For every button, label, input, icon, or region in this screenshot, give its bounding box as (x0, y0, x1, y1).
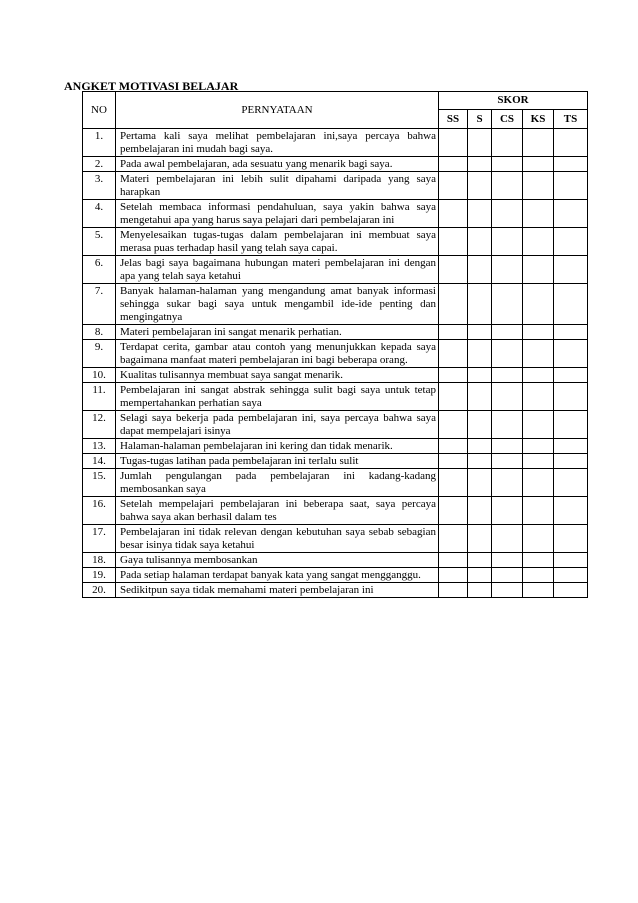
statement-text: Materi pembelajaran ini lebih sulit dipahami daripada yang saya harapkan (116, 172, 439, 200)
score-cell-cs[interactable] (492, 469, 523, 497)
header-no: NO (83, 92, 116, 129)
row-number: 11. (83, 383, 116, 411)
table-row (83, 583, 588, 598)
score-cell-s[interactable] (468, 383, 492, 411)
score-cell-ss[interactable] (439, 411, 468, 439)
score-cell-ks[interactable] (523, 157, 554, 172)
row-number: 12. (83, 411, 116, 439)
row-number: 1. (83, 129, 116, 157)
row-number: 20. (83, 583, 116, 598)
score-cell-cs[interactable] (492, 340, 523, 368)
score-cell-ts[interactable] (554, 454, 588, 469)
table-row (83, 469, 588, 497)
score-cell-cs[interactable] (492, 368, 523, 383)
score-cell-cs[interactable] (492, 172, 523, 200)
score-cell-ss[interactable] (439, 583, 468, 598)
table-row (83, 284, 588, 325)
page-title: ANGKET MOTIVASI BELAJAR (64, 79, 239, 93)
statement-text: Pada awal pembelajaran, ada sesuatu yang menarik bagi saya. (116, 157, 439, 172)
table-row (83, 200, 588, 228)
score-cell-cs[interactable] (492, 256, 523, 284)
score-cell-ss[interactable] (439, 129, 468, 157)
row-number: 18. (83, 553, 116, 568)
score-cell-ss[interactable] (439, 568, 468, 583)
score-cell-ts[interactable] (554, 157, 588, 172)
score-cell-ss[interactable] (439, 469, 468, 497)
statement-text: Gaya tulisannya membosankan (116, 553, 439, 568)
score-cell-ts[interactable] (554, 228, 588, 256)
score-cell-ks[interactable] (523, 368, 554, 383)
score-cell-s[interactable] (468, 129, 492, 157)
score-cell-ks[interactable] (523, 256, 554, 284)
score-cell-cs[interactable] (492, 583, 523, 598)
statement-text: Halaman-halaman pembelajaran ini kering dan tidak menarik. (116, 439, 439, 454)
header-option-ks: KS (523, 110, 554, 129)
score-cell-ts[interactable] (554, 439, 588, 454)
score-cell-ks[interactable] (523, 172, 554, 200)
score-cell-ts[interactable] (554, 583, 588, 598)
score-cell-s[interactable] (468, 340, 492, 368)
score-cell-s[interactable] (468, 256, 492, 284)
score-cell-ts[interactable] (554, 325, 588, 340)
score-cell-ks[interactable] (523, 129, 554, 157)
score-cell-cs[interactable] (492, 454, 523, 469)
row-number: 9. (83, 340, 116, 368)
score-cell-cs[interactable] (492, 157, 523, 172)
table-row (83, 525, 588, 553)
header-option-ts: TS (554, 110, 588, 129)
score-cell-cs[interactable] (492, 568, 523, 583)
score-cell-ss[interactable] (439, 325, 468, 340)
score-cell-s[interactable] (468, 284, 492, 325)
score-cell-ts[interactable] (554, 129, 588, 157)
score-cell-cs[interactable] (492, 228, 523, 256)
score-cell-ss[interactable] (439, 368, 468, 383)
survey-rows (83, 129, 588, 598)
statement-text: Banyak halaman-halaman yang mengandung amat banyak informasi sehingga sukar bagi saya untuk mengambil ide-ide penting dan mengingatnya (116, 284, 439, 325)
score-cell-ks[interactable] (523, 383, 554, 411)
row-number: 7. (83, 284, 116, 325)
score-cell-s[interactable] (468, 368, 492, 383)
statement-text: Jumlah pengulangan pada pembelajaran ini kadang-kadang membosankan saya (116, 469, 439, 497)
statement-text: Pada setiap halaman terdapat banyak kata yang sangat mengganggu. (116, 568, 439, 583)
score-cell-s[interactable] (468, 200, 492, 228)
statement-text: Pembelajaran ini tidak relevan dengan kebutuhan saya sebab sebagian besar isinya tidak saya ketahui (116, 525, 439, 553)
score-cell-s[interactable] (468, 583, 492, 598)
score-cell-ss[interactable] (439, 383, 468, 411)
score-cell-s[interactable] (468, 325, 492, 340)
score-cell-ss[interactable] (439, 439, 468, 454)
score-cell-ks[interactable] (523, 325, 554, 340)
table-row (83, 172, 588, 200)
score-cell-s[interactable] (468, 553, 492, 568)
score-cell-cs[interactable] (492, 411, 523, 439)
row-number: 2. (83, 157, 116, 172)
score-cell-cs[interactable] (492, 200, 523, 228)
score-cell-ss[interactable] (439, 200, 468, 228)
statement-text: Pertama kali saya melihat pembelajaran ini,saya percaya bahwa pembelajaran ini mudah bagi saya. (116, 129, 439, 157)
score-cell-s[interactable] (468, 497, 492, 525)
row-number: 3. (83, 172, 116, 200)
score-cell-ks[interactable] (523, 411, 554, 439)
statement-text: Kualitas tulisannya membuat saya sangat menarik. (116, 368, 439, 383)
score-cell-ts[interactable] (554, 568, 588, 583)
score-cell-s[interactable] (468, 568, 492, 583)
score-cell-s[interactable] (468, 454, 492, 469)
statement-text: Selagi saya bekerja pada pembelajaran ini, saya percaya bahwa saya dapat mempelajari isinya (116, 411, 439, 439)
table-row (83, 454, 588, 469)
score-cell-ss[interactable] (439, 157, 468, 172)
score-cell-ts[interactable] (554, 340, 588, 368)
header-option-cs: CS (492, 110, 523, 129)
score-cell-cs[interactable] (492, 525, 523, 553)
row-number: 8. (83, 325, 116, 340)
score-cell-cs[interactable] (492, 497, 523, 525)
row-number: 10. (83, 368, 116, 383)
header-score: SKOR (439, 92, 588, 110)
score-cell-ts[interactable] (554, 497, 588, 525)
score-cell-ks[interactable] (523, 553, 554, 568)
score-cell-ts[interactable] (554, 469, 588, 497)
score-cell-s[interactable] (468, 411, 492, 439)
table-row (83, 553, 588, 568)
score-cell-ts[interactable] (554, 411, 588, 439)
score-cell-ts[interactable] (554, 284, 588, 325)
table-row (83, 157, 588, 172)
score-cell-ts[interactable] (554, 368, 588, 383)
score-cell-ss[interactable] (439, 228, 468, 256)
score-cell-cs[interactable] (492, 325, 523, 340)
score-cell-ss[interactable] (439, 497, 468, 525)
row-number: 13. (83, 439, 116, 454)
table-row (83, 439, 588, 454)
row-number: 17. (83, 525, 116, 553)
score-cell-cs[interactable] (492, 129, 523, 157)
score-cell-s[interactable] (468, 228, 492, 256)
statement-text: Tugas-tugas latihan pada pembelajaran ini terlalu sulit (116, 454, 439, 469)
score-cell-ts[interactable] (554, 383, 588, 411)
statement-text: Jelas bagi saya bagaimana hubungan materi pembelajaran ini dengan apa yang telah saya ketahui (116, 256, 439, 284)
score-cell-cs[interactable] (492, 284, 523, 325)
score-cell-ks[interactable] (523, 469, 554, 497)
table-row (83, 256, 588, 284)
score-cell-s[interactable] (468, 157, 492, 172)
row-number: 15. (83, 469, 116, 497)
score-cell-ts[interactable] (554, 200, 588, 228)
score-cell-ks[interactable] (523, 497, 554, 525)
score-cell-ts[interactable] (554, 256, 588, 284)
score-cell-ks[interactable] (523, 583, 554, 598)
statement-text: Terdapat cerita, gambar atau contoh yang menunjukkan kepada saya bagaimana manfaat materi pembelajaran ini bagi beberapa orang. (116, 340, 439, 368)
statement-text: Menyelesaikan tugas-tugas dalam pembelajaran ini membuat saya merasa puas terhadap hasil yang telah saya capai. (116, 228, 439, 256)
row-number: 14. (83, 454, 116, 469)
statement-text: Setelah membaca informasi pendahuluan, saya yakin bahwa saya mengetahui apa yang harus saya pelajari dari pembelajaran ini (116, 200, 439, 228)
row-number: 6. (83, 256, 116, 284)
statement-text: Setelah mempelajari pembelajaran ini beberapa saat, saya percaya bahwa saya akan berhasil dalam tes (116, 497, 439, 525)
row-number: 4. (83, 200, 116, 228)
score-cell-ss[interactable] (439, 553, 468, 568)
header-statement: PERNYATAAN (116, 92, 439, 129)
score-cell-ss[interactable] (439, 256, 468, 284)
score-cell-ks[interactable] (523, 439, 554, 454)
score-cell-ks[interactable] (523, 200, 554, 228)
row-number: 19. (83, 568, 116, 583)
score-cell-ts[interactable] (554, 172, 588, 200)
score-cell-ss[interactable] (439, 284, 468, 325)
score-cell-ks[interactable] (523, 284, 554, 325)
score-cell-ss[interactable] (439, 340, 468, 368)
table-row (83, 129, 588, 157)
table-row (83, 228, 588, 256)
table-row (83, 497, 588, 525)
table-row (83, 368, 588, 383)
score-cell-cs[interactable] (492, 439, 523, 454)
score-cell-cs[interactable] (492, 383, 523, 411)
score-cell-ts[interactable] (554, 553, 588, 568)
survey-table (82, 91, 588, 598)
score-cell-s[interactable] (468, 439, 492, 454)
score-cell-ss[interactable] (439, 454, 468, 469)
score-cell-s[interactable] (468, 525, 492, 553)
statement-text: Sedikitpun saya tidak memahami materi pembelajaran ini (116, 583, 439, 598)
header-option-ss: SS (439, 110, 468, 129)
statement-text: Materi pembelajaran ini sangat menarik perhatian. (116, 325, 439, 340)
score-cell-s[interactable] (468, 469, 492, 497)
score-cell-ks[interactable] (523, 228, 554, 256)
row-number: 5. (83, 228, 116, 256)
header-option-s: S (468, 110, 492, 129)
score-cell-ks[interactable] (523, 340, 554, 368)
table-row (83, 383, 588, 411)
score-cell-s[interactable] (468, 172, 492, 200)
score-cell-cs[interactable] (492, 553, 523, 568)
table-row (83, 568, 588, 583)
score-cell-ks[interactable] (523, 454, 554, 469)
table-row (83, 411, 588, 439)
score-cell-ss[interactable] (439, 172, 468, 200)
table-row (83, 340, 588, 368)
score-cell-ks[interactable] (523, 525, 554, 553)
statement-text: Pembelajaran ini sangat abstrak sehingga sulit bagi saya untuk tetap mempertahankan perhatian saya (116, 383, 439, 411)
row-number: 16. (83, 497, 116, 525)
score-cell-ss[interactable] (439, 525, 468, 553)
table-row (83, 325, 588, 340)
score-cell-ks[interactable] (523, 568, 554, 583)
score-cell-ts[interactable] (554, 525, 588, 553)
